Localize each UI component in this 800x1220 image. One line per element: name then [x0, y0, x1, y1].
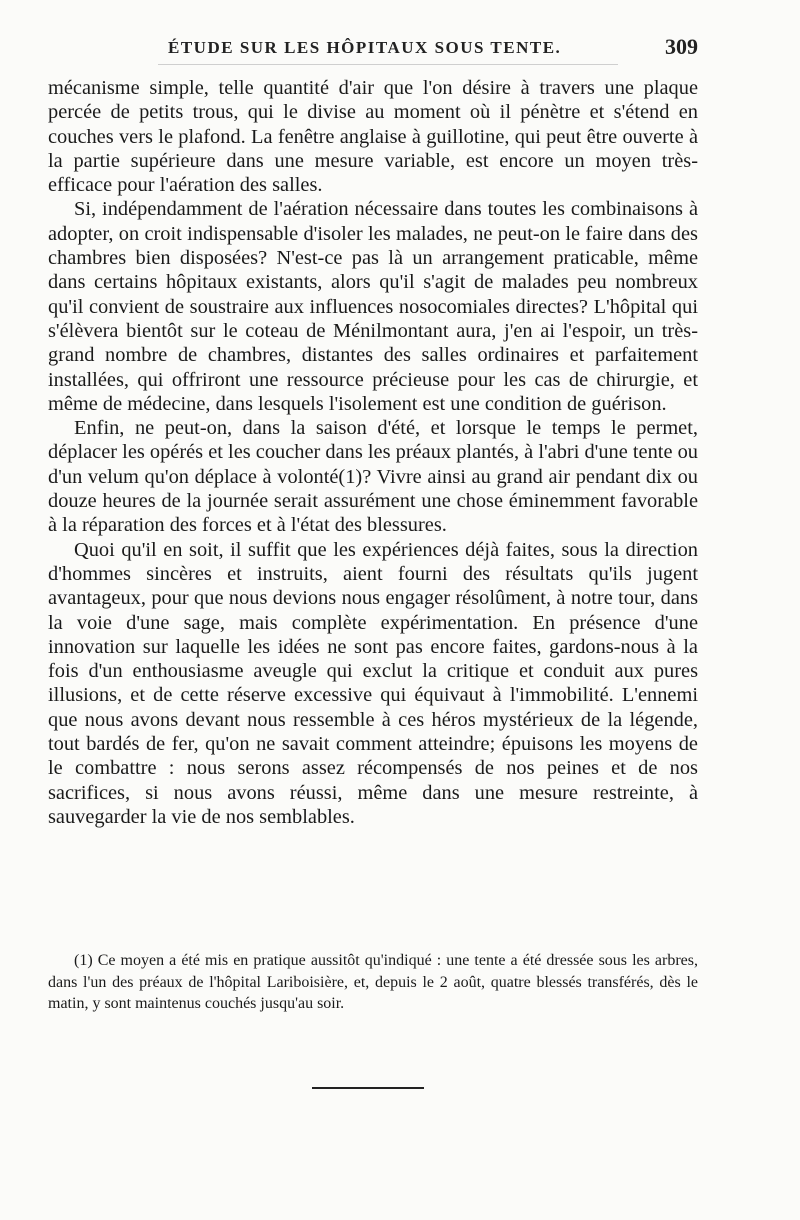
- page-number: 309: [665, 34, 698, 59]
- header-rule: [158, 64, 618, 65]
- running-title: ÉTUDE SUR LES HÔPITAUX SOUS TENTE.: [168, 38, 562, 57]
- paragraph-continuation: mécanisme simple, telle quantité d'air que l'on désire à travers une plaque percée de petits trous, qui le divise au moment où il pénètre et s'étend en couches vers le plafond. La fenêtre anglaise à guillotine, qui peut être ouverte à la partie supérieure dans une mesure variable, est encore un moyen très-efficace pour l'aération des salles.: [48, 77, 698, 197]
- paragraph-isolation: Si, indépendamment de l'aération nécessaire dans toutes les combinaisons à adopter, on croit indispensable d'isoler les malades, ne peut-on le faire dans des chambres bien disposées? N'est-ce pas là un arrangement praticable, même dans certains hôpitaux existants, alors qu'il s'agit de malades peu nombreux qu'il convient de soustraire aux influences nosocomiales directes? L'hôpital qui s'élèvera bientôt sur le coteau de Ménilmontant aura, j'en ai l'espoir, un très-grand nombre de chambres, distantes des salles ordinaires et parfaitement installées, qui offriront une ressource précieuse pour les cas de chirurgie, et même de médecine, dans lesquels l'isolement est une condition de guérison.: [48, 198, 698, 415]
- body-text: [48, 76, 698, 829]
- footnote: (1) Ce moyen a été mis en pratique aussitôt qu'indiqué : une tente a été dressée sous les arbres, dans l'un des préaux de l'hôpital Lariboisière, et, depuis le 2 août, quatre blessés transférés, dès le matin, y sont maintenus couchés jusqu'au soir.: [48, 952, 698, 1012]
- page-header: [48, 34, 698, 64]
- paragraph-conclusion: Quoi qu'il en soit, il suffit que les expériences déjà faites, sous la direction d'hommes sincères et instruits, aient fourni des résultats qu'ils jugent avantageux, pour que nous devions nous engager résolûment, à notre tour, dans la voie d'une sage, mais complète expérimentation. En présence d'une innovation sur laquelle les idées ne sont pas encore faites, gardons-nous à la fois d'un enthousiasme aveugle qui exclut la critique et conduit aux pures illusions, et de cette réserve excessive qui équivaut à l'immobilité. L'ennemi que nous avons devant nous ressemble à ces héros mystérieux de la légende, tout bardés de fer, qu'on ne savait comment atteindre; épuisons les moyens de le combattre : nous serons assez récompensés de nos peines et de nos sacrifices, si nous avons réussi, même dans une mesure restreinte, à sauvegarder la vie de nos semblables.: [48, 538, 698, 828]
- paragraph-open-air: Enfin, ne peut-on, dans la saison d'été, et lorsque le temps le permet, déplacer les opérés et les coucher dans les préaux plantés, à l'abri d'une tente ou d'un velum qu'on déplace à volonté(1)? Vivre ainsi au grand air pendant dix ou douze heures de la journée serait assurément une chose éminemment favorable à la réparation des forces et à l'état des blessures.: [48, 417, 698, 537]
- end-rule: [312, 1087, 424, 1089]
